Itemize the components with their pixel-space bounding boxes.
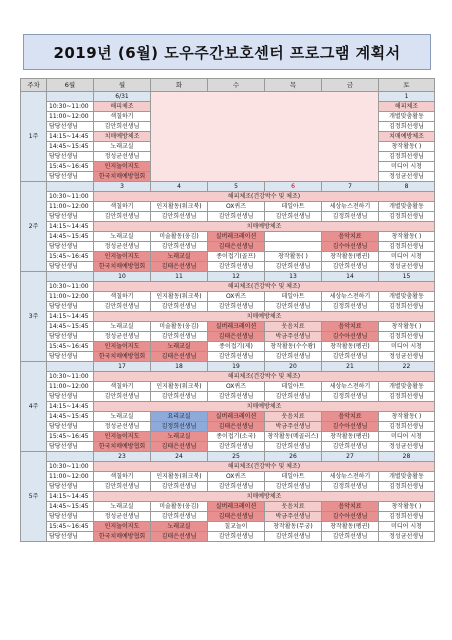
teacher-cell-fri: 김안희선생님 (322, 532, 379, 542)
date-cell-mon: 17 (94, 362, 151, 372)
activity-cell-fri: 창작활동(펭귄) (322, 252, 379, 262)
week-row (21, 442, 435, 452)
week-row (21, 252, 435, 262)
time-cell: 14:45~15:45 (47, 232, 94, 242)
activity-cell-fri: 창작활동(펭귄) (322, 522, 379, 532)
week-row (21, 242, 435, 252)
teacher-cell-sat: 김정희선생님 (379, 212, 435, 222)
time-cell: 14:15~14:45 (47, 132, 94, 142)
teacher-cell-wed: 김안희선생님 (208, 212, 265, 222)
teacher-cell-tue: 김안희선생님 (151, 242, 208, 252)
date-cell-mon: 23 (94, 452, 151, 462)
teacher-cell-tue: 김안희선생님 (151, 392, 208, 402)
date-cell (47, 362, 94, 372)
teacher-cell-mon: 김안희선생님 (94, 482, 151, 492)
activity-cell-thu (265, 232, 322, 242)
activity-cell: 해피체조 (379, 102, 435, 112)
header-day-fri: 금 (322, 79, 379, 92)
time-cell: 담당선생님 (47, 262, 94, 272)
activity-cell-fri: 음악치료 (322, 322, 379, 332)
activity-cell-sat: 개별맞춤활동 (379, 202, 435, 212)
teacher-cell-tue: 김안희선생님 (151, 212, 208, 222)
teacher-cell-fri: 김정희선생님 (322, 392, 379, 402)
time-cell: 담당선생님 (47, 352, 94, 362)
time-cell: 담당선생님 (47, 332, 94, 342)
teacher-cell-fri: 김정희선생님 (322, 482, 379, 492)
activity-cell-mon: 노래교실 (94, 502, 151, 512)
teacher-cell-wed: 김안희선생님 (208, 262, 265, 272)
time-cell: 11:00~12:00 (47, 382, 94, 392)
teacher-cell-sat: 김정희선생님 (379, 482, 435, 492)
teacher-cell-thu: 김안희선생님 (265, 442, 322, 452)
week1-date-row (21, 92, 435, 102)
date-cell-wed: 19 (208, 362, 265, 372)
week-row (21, 482, 435, 492)
date-cell-thu: 6 (265, 182, 322, 192)
activity-cell-wed: 실버레크레이션 (208, 232, 265, 242)
activity-cell: 개별맞춤활동 (379, 112, 435, 122)
teacher-cell-fri: 김수아선생님 (322, 512, 379, 522)
activity-cell-mon: 인지놀이지도 (94, 252, 151, 262)
activity-cell-fri: 세상뉴스전하기 (322, 292, 379, 302)
week-row (21, 392, 435, 402)
teacher-cell-tue: 김안희선생님 (151, 332, 208, 342)
activity-cell-wed: 실버레크레이션 (208, 502, 265, 512)
activity-cell-tue: 노래교실 (151, 522, 208, 532)
activity-cell: 치매예방체조 (94, 132, 151, 142)
date-cell (47, 272, 94, 282)
time-cell: 담당선생님 (47, 242, 94, 252)
date-cell: 1 (379, 92, 435, 102)
week-label: 2주 (21, 182, 47, 272)
teacher-cell-mon: 김안희선생님 (94, 392, 151, 402)
time-cell: 담당선생님 (47, 172, 94, 182)
time-cell: 11:00~12:00 (47, 202, 94, 212)
activity-cell-wed: 종이접기(제) (208, 342, 265, 352)
teacher-cell-sat: 김정희선생님 (379, 242, 435, 252)
activity-cell-fri: 음악치료 (322, 232, 379, 242)
activity-cell-sat: 개별맞춤활동 (379, 292, 435, 302)
activity-cell-sat: 개별맞춤활동 (379, 472, 435, 482)
week-row (21, 212, 435, 222)
time-cell: 15:45~16:45 (47, 162, 94, 172)
teacher-cell: 정성균선생님 (379, 172, 435, 182)
teacher-cell-tue: 김안희선생님 (151, 482, 208, 492)
activity-cell-sat: 미디어 시청 (379, 432, 435, 442)
activity-cell-tue: 인지활동(워크북) (151, 292, 208, 302)
teacher-cell: 정성균선생님 (94, 152, 151, 162)
page-title: 2019년 (6월) 도우주간보호센터 프로그램 계획서 (23, 34, 431, 70)
activity-cell-fri: 창작활동(팽귄) (322, 432, 379, 442)
teacher-cell-tue: 김안희선생님 (151, 302, 208, 312)
date-cell-wed: 12 (208, 272, 265, 282)
date-cell-sat: 28 (379, 452, 435, 462)
teacher-cell-sat: 김정희선생님 (379, 302, 435, 312)
time-cell: 14:15~14:45 (47, 402, 94, 412)
common-activity-cell: 해피체조(건강박수 및 체조) (94, 462, 435, 472)
teacher-cell-thu: 김안희선생님 (265, 392, 322, 402)
activity-cell-tue: 노래교실 (151, 432, 208, 442)
teacher-cell-mon: 한국치매예방협회 (94, 442, 151, 452)
activity-cell-thu: 웃음치료 (265, 412, 322, 422)
teacher-cell-mon: 정성균선생님 (94, 242, 151, 252)
activity-cell: 창작활동( ) (379, 142, 435, 152)
activity-cell: 색칠하기 (94, 112, 151, 122)
teacher-cell-thu: 김안희선생님 (265, 262, 322, 272)
activity-cell-sat: 미디어 시청 (379, 342, 435, 352)
week-row (21, 312, 435, 322)
week-row (21, 222, 435, 232)
time-cell: 10:30~11:00 (47, 102, 94, 112)
time-cell: 15:45~16:45 (47, 342, 94, 352)
time-cell: 담당선생님 (47, 442, 94, 452)
time-cell: 14:45~15:45 (47, 502, 94, 512)
activity-cell-tue: 인지활동(워크북) (151, 202, 208, 212)
activity-cell-fri: 창작활동(펭귄) (322, 342, 379, 352)
teacher-cell-mon: 정성균선생님 (94, 422, 151, 432)
time-cell: 담당선생님 (47, 512, 94, 522)
week-date-row (21, 362, 435, 372)
time-cell: 담당선생님 (47, 422, 94, 432)
activity-cell-thu: 데일아트 (265, 202, 322, 212)
time-cell: 10:30~11:00 (47, 462, 94, 472)
week-date-row (21, 182, 435, 192)
time-cell: 15:45~16:45 (47, 522, 94, 532)
teacher-cell-wed: 김태은선생님 (208, 242, 265, 252)
empty-block (151, 92, 379, 182)
activity-cell-mon: 노래교실 (94, 412, 151, 422)
week-label: 3주 (21, 272, 47, 362)
date-cell-mon: 3 (94, 182, 151, 192)
date-cell-tue: 24 (151, 452, 208, 462)
time-cell: 담당선생님 (47, 122, 94, 132)
activity-cell-thu: 창작활동(무궁) (265, 522, 322, 532)
activity-cell-mon: 노래교실 (94, 322, 151, 332)
activity-cell-thu: 웃음치료 (265, 322, 322, 332)
activity-cell-mon: 인지놀이지도 (94, 432, 151, 442)
time-cell: 14:15~14:45 (47, 312, 94, 322)
date-cell-fri: 7 (322, 182, 379, 192)
teacher-cell-mon: 한국치매예방협회 (94, 262, 151, 272)
week-row (21, 372, 435, 382)
activity-cell-sat: 미디어 시청 (379, 522, 435, 532)
teacher-cell-fri: 김정희선생님 (322, 302, 379, 312)
week-row (21, 202, 435, 212)
time-cell: 10:30~11:00 (47, 282, 94, 292)
activity-cell-wed: 실버레크레이션 (208, 322, 265, 332)
common-activity-cell: 해피체조(건강박수 및 체조) (94, 282, 435, 292)
teacher-cell-tue: 김안희선생님 (151, 512, 208, 522)
common-activity-cell: 해피체조(건강박수 및 체조) (94, 372, 435, 382)
date-cell-mon: 10 (94, 272, 151, 282)
week-row (21, 192, 435, 202)
common-activity-cell: 해피체조(건강박수 및 체조) (94, 192, 435, 202)
teacher-cell-mon: 김안희선생님 (94, 302, 151, 312)
activity-cell-wed: 종이접기(골프) (208, 252, 265, 262)
teacher-cell: 김안희선생님 (94, 122, 151, 132)
teacher-cell-wed: 김안희선생님 (208, 442, 265, 452)
date-cell-sat: 8 (379, 182, 435, 192)
week-row (21, 332, 435, 342)
week-row (21, 302, 435, 312)
teacher-cell-fri: 김안희선생님 (322, 442, 379, 452)
header-month: 6월 (47, 79, 94, 92)
activity-cell-tue: 미술활동(웅김) (151, 232, 208, 242)
teacher-cell-wed: 김태은선생님 (208, 422, 265, 432)
common-activity-cell: 치매예방체조 (94, 492, 435, 502)
common-activity-cell: 치매예방체조 (94, 312, 435, 322)
activity-cell-wed: 종이접기(소국) (208, 432, 265, 442)
date-cell-thu: 13 (265, 272, 322, 282)
time-cell: 14:45~15:45 (47, 412, 94, 422)
time-cell: 11:00~12:00 (47, 112, 94, 122)
teacher-cell-thu: 김안희선생님 (265, 212, 322, 222)
activity-cell-mon: 색칠하기 (94, 382, 151, 392)
teacher-cell-mon: 한국치매예방협회 (94, 532, 151, 542)
teacher-cell-thu: 김안희선생님 (265, 532, 322, 542)
date-cell-wed: 5 (208, 182, 265, 192)
week-row (21, 492, 435, 502)
teacher-cell-mon: 한국치매예방협회 (94, 352, 151, 362)
time-cell: 15:45~16:45 (47, 252, 94, 262)
teacher-cell-tue: 김태은선생님 (151, 262, 208, 272)
week-row (21, 512, 435, 522)
activity-cell: 해피체조 (94, 102, 151, 112)
teacher-cell-sat: 김정희선생님 (379, 332, 435, 342)
teacher-cell-tue: 김태은선생님 (151, 442, 208, 452)
activity-cell: 미디어 시청 (379, 162, 435, 172)
time-cell: 11:00~12:00 (47, 292, 94, 302)
week-row (21, 292, 435, 302)
activity-cell-mon: 색칠하기 (94, 472, 151, 482)
teacher-cell-fri: 김수아선생님 (322, 422, 379, 432)
time-cell: 14:45~15:45 (47, 322, 94, 332)
activity-cell-fri: 세상뉴스전하기 (322, 382, 379, 392)
activity-cell-tue: 미술활동(웅김) (151, 322, 208, 332)
teacher-cell-thu: 김안희선생님 (265, 302, 322, 312)
teacher-cell-mon: 김안희선생님 (94, 212, 151, 222)
week-row (21, 322, 435, 332)
teacher-cell-sat: 김정희선생님 (379, 392, 435, 402)
activity-cell-fri: 세상뉴스전하기 (322, 472, 379, 482)
activity-cell-thu: 웃음치료 (265, 502, 322, 512)
time-cell: 담당선생님 (47, 152, 94, 162)
header-day-mon: 월 (94, 79, 151, 92)
time-cell: 10:30~11:00 (47, 372, 94, 382)
header-day-thu: 목 (265, 79, 322, 92)
activity-cell-wed: OX퀴즈 (208, 202, 265, 212)
date-cell-sat: 15 (379, 272, 435, 282)
teacher-cell-fri: 김안희선생님 (322, 262, 379, 272)
teacher-cell-mon: 정성균선생님 (94, 512, 151, 522)
header-day-sat: 토 (379, 79, 435, 92)
header-day-wed: 수 (208, 79, 265, 92)
teacher-cell-tue: 김태은선생님 (151, 352, 208, 362)
teacher-cell-wed: 김태은선생님 (208, 512, 265, 522)
activity-cell-wed: 실버레크레이션 (208, 412, 265, 422)
week-row (21, 282, 435, 292)
date-cell-wed: 25 (208, 452, 265, 462)
teacher-cell-thu: 김안희선생님 (265, 352, 322, 362)
activity-cell-tue: 인지활동(워크북) (151, 382, 208, 392)
activity-cell-fri: 세상뉴스전하기 (322, 202, 379, 212)
week-date-row (21, 272, 435, 282)
teacher-cell-fri: 김정희선생님 (322, 212, 379, 222)
date-cell (47, 182, 94, 192)
teacher-cell-wed: 김안희선생님 (208, 302, 265, 312)
date-cell-tue: 18 (151, 362, 208, 372)
activity-cell-mon: 노래교실 (94, 232, 151, 242)
activity-cell-sat: 창작활동( ) (379, 232, 435, 242)
schedule-table (20, 78, 435, 542)
week-row (21, 502, 435, 512)
week-row (21, 352, 435, 362)
common-activity-cell: 치매예방체조 (94, 222, 435, 232)
activity-cell-sat: 개별맞춤활동 (379, 382, 435, 392)
time-cell: 담당선생님 (47, 482, 94, 492)
activity-cell-sat: 창작활동( ) (379, 322, 435, 332)
week-row (21, 262, 435, 272)
activity-cell-mon: 인지놀이지도 (94, 522, 151, 532)
activity-cell: 노래교실 (94, 142, 151, 152)
week-row (21, 432, 435, 442)
time-cell: 10:30~11:00 (47, 192, 94, 202)
time-cell: 11:00~12:00 (47, 472, 94, 482)
activity-cell: 치매예방체조 (379, 132, 435, 142)
activity-cell-thu: 데일아트 (265, 472, 322, 482)
week-row (21, 382, 435, 392)
time-cell: 14:45~15:45 (47, 142, 94, 152)
activity-cell-fri: 음악치료 (322, 502, 379, 512)
week-row (21, 522, 435, 532)
activity-cell-wed: 칠교놀이 (208, 522, 265, 532)
date-cell-fri: 14 (322, 272, 379, 282)
week-row (21, 342, 435, 352)
common-activity-cell: 치매예방체조 (94, 402, 435, 412)
teacher-cell-wed: 김안희선생님 (208, 482, 265, 492)
time-cell: 15:45~16:45 (47, 432, 94, 442)
date-cell-thu: 26 (265, 452, 322, 462)
teacher-cell-thu: 박금주선생님 (265, 332, 322, 342)
teacher-cell-fri: 김안희선생님 (322, 352, 379, 362)
teacher-cell-wed: 김태은선생님 (208, 332, 265, 342)
time-cell: 담당선생님 (47, 212, 94, 222)
teacher-cell-wed: 김안희선생님 (208, 352, 265, 362)
teacher-cell-sat: 정성균선생님 (379, 442, 435, 452)
activity-cell-thu: 창작활동(수수꽝) (265, 342, 322, 352)
teacher-cell: 김정희선생님 (379, 152, 435, 162)
activity-cell-wed: OX퀴즈 (208, 292, 265, 302)
week-row (21, 422, 435, 432)
teacher-cell-sat: 정성균선생님 (379, 262, 435, 272)
teacher-cell-mon: 정성균선생님 (94, 332, 151, 342)
activity-cell-mon: 인지놀이지도 (94, 342, 151, 352)
teacher-cell-sat: 김정희선생님 (379, 512, 435, 522)
teacher-cell-tue: 김태은선생님 (151, 532, 208, 542)
date-cell (47, 452, 94, 462)
teacher-cell-thu: 박금주선생님 (265, 422, 322, 432)
week-row (21, 472, 435, 482)
teacher-cell-sat: 정성균선생님 (379, 352, 435, 362)
week-date-row (21, 452, 435, 462)
header-week: 주차 (21, 79, 47, 92)
date-cell (47, 92, 94, 102)
week-label: 1주 (21, 92, 47, 182)
teacher-cell-thu (265, 242, 322, 252)
week-row (21, 232, 435, 242)
header-row (21, 79, 435, 92)
time-cell: 담당선생님 (47, 392, 94, 402)
teacher-cell-sat: 정성균선생님 (379, 532, 435, 542)
week-row (21, 462, 435, 472)
teacher-cell-wed: 김안희선생님 (208, 532, 265, 542)
activity-cell-tue: 미술활동(웅김) (151, 502, 208, 512)
activity-cell-wed: OX퀴즈 (208, 472, 265, 482)
header-day-tue: 화 (151, 79, 208, 92)
time-cell: 담당선생님 (47, 532, 94, 542)
activity-cell-mon: 색칠하기 (94, 292, 151, 302)
week-row (21, 402, 435, 412)
activity-cell-wed: OX퀴즈 (208, 382, 265, 392)
teacher-cell-tue: 김정희선생님 (151, 422, 208, 432)
date-cell-fri: 27 (322, 452, 379, 462)
activity-cell-thu: 창작활동(메골러스) (265, 432, 322, 442)
date-cell-tue: 11 (151, 272, 208, 282)
teacher-cell-thu: 박금주선생님 (265, 512, 322, 522)
activity-cell-tue: 노래교실 (151, 252, 208, 262)
teacher-cell-fri: 김수아선생님 (322, 332, 379, 342)
activity-cell-tue: 노래교실 (151, 342, 208, 352)
activity-cell-thu: 데일아트 (265, 292, 322, 302)
date-cell-sat: 22 (379, 362, 435, 372)
activity-cell-sat: 미디어 시청 (379, 252, 435, 262)
activity-cell-tue: 요리교실 (151, 412, 208, 422)
teacher-cell: 한국치매예방협회 (94, 172, 151, 182)
activity-cell-mon: 색칠하기 (94, 202, 151, 212)
time-cell: 14:15~14:45 (47, 492, 94, 502)
teacher-cell-wed: 김안희선생님 (208, 392, 265, 402)
activity-cell: 인지놀이지도 (94, 162, 151, 172)
time-cell: 담당선생님 (47, 302, 94, 312)
teacher-cell-fri: 김수아선생님 (322, 242, 379, 252)
teacher-cell: 김정희선생님 (379, 122, 435, 132)
activity-cell-thu: 데일아트 (265, 382, 322, 392)
activity-cell-tue: 인지활동(워크북) (151, 472, 208, 482)
date-cell-fri: 21 (322, 362, 379, 372)
time-cell: 14:15~14:45 (47, 222, 94, 232)
date-cell: 6/31 (94, 92, 151, 102)
teacher-cell-thu: 김안희선생님 (265, 482, 322, 492)
date-cell-tue: 4 (151, 182, 208, 192)
week-row (21, 532, 435, 542)
week-row (21, 412, 435, 422)
activity-cell-sat: 창작활동( ) (379, 502, 435, 512)
teacher-cell-sat: 김정희선생님 (379, 422, 435, 432)
activity-cell-sat: 창작활동( ) (379, 412, 435, 422)
week-label: 4주 (21, 362, 47, 452)
activity-cell-fri: 음악치료 (322, 412, 379, 422)
week-label: 5주 (21, 452, 47, 542)
date-cell-thu: 20 (265, 362, 322, 372)
activity-cell-thu: 창작활동( ) (265, 252, 322, 262)
